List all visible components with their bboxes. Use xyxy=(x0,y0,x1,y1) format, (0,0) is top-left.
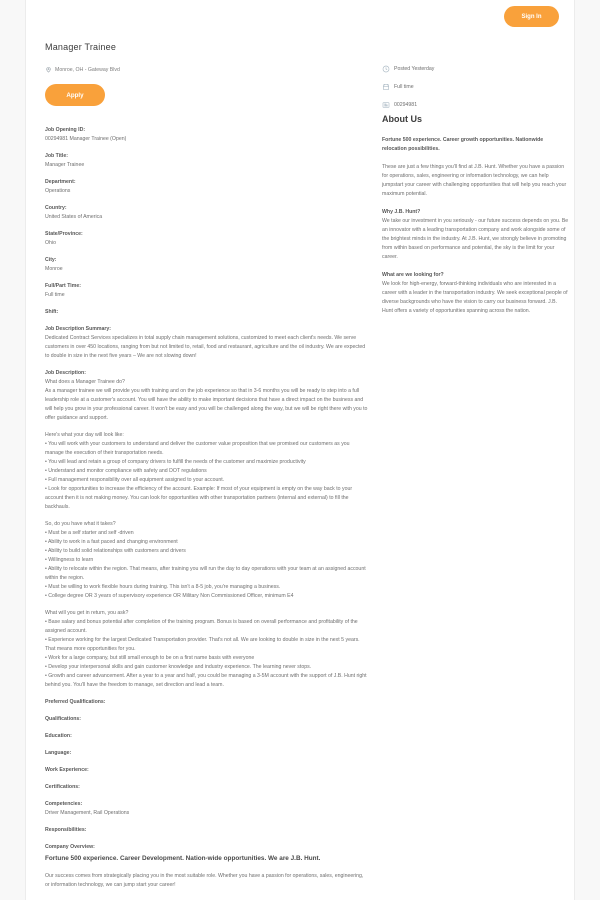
detail-block xyxy=(45,369,368,423)
detail-block xyxy=(45,843,368,864)
detail-block xyxy=(45,152,368,170)
job-id xyxy=(382,101,568,109)
about-block xyxy=(382,136,569,154)
detail-label: Full/Part Time: xyxy=(45,283,81,289)
detail-block xyxy=(45,732,368,741)
clock-icon xyxy=(382,65,390,73)
about-block-heading: Why J.B. Hunt? xyxy=(382,209,421,215)
detail-value: Full time xyxy=(45,292,65,298)
detail-label: Qualifications: xyxy=(45,716,82,722)
detail-label: Shift: xyxy=(45,309,59,315)
detail-value: Our success comes from strategically placing you in the most suitable role. Whether you have a passion for operations, sales, engineering, or information technology, we can jump start your career! xyxy=(45,873,364,888)
posted-date-label: Posted Yesterday xyxy=(394,66,435,72)
about-block-text: These are just a few things you'll find at J.B. Hunt. Whether you have a passion for operations, sales, engineering or information technology, we can help jumpstart your career with challenging opportunities that will help you reach your maximum potential. xyxy=(382,164,567,197)
detail-block xyxy=(45,178,368,196)
about-block-text: We look for high-energy, forward-thinking individuals who are interested in a career with a leader in the transportation industry. We seek exceptional people of diverse backgrounds who have the vision to carry our business forward. J.B. Hunt offers a variety of opportunities spanning across the nation. xyxy=(382,281,568,314)
detail-value: What does a Manager Trainee do? As a manager trainee we will provide you with training and on the job experience so that in 3-6 months you will be ready to step into a full leadership role at a customer's account. You will have the ability to make important decisions that have a direct impact on the business and will help you grow in your professional career. It won't be easy and you will be challenged along the way, but we will be right there with you to offer guidance and support. xyxy=(45,379,368,421)
detail-label: Preferred Qualifications: xyxy=(45,699,106,705)
detail-label: Work Experience: xyxy=(45,767,89,773)
detail-value: So, do you have what it takes? • Must be a self starter and self -driven • Ability to work in a fast paced and changing environment • Ability to build solid relationships with customers and drivers • Willingness to learn • Ability to relocate within the region. That means, after training you will run the day to day operations with your team at an assigned account within the region. • Must be willing to work flexible hours during training. This isn't a 8-5 job, you're managing a business. • College degree OR 3 years of supervisory experience OR Military Non Commissioned Officer, minimum E4 xyxy=(45,521,366,599)
about-block-heading: What are we looking for? xyxy=(382,272,444,278)
detail-label: Company Overview: xyxy=(45,844,95,850)
about-block xyxy=(382,163,569,199)
about-block xyxy=(382,208,569,262)
detail-block xyxy=(45,204,368,222)
detail-value: United States of America xyxy=(45,214,103,220)
detail-label: Job Title: xyxy=(45,153,68,159)
detail-block xyxy=(45,609,368,690)
job-location xyxy=(45,66,120,73)
detail-block xyxy=(45,230,368,248)
detail-label: State/Province: xyxy=(45,231,83,237)
job-id-label: 00294981 xyxy=(394,102,418,108)
location-pin-icon xyxy=(45,66,52,73)
about-block-text: We take our investment in you seriously - our future success depends on you. Be an innovator with a leading transportation company and work alongside some of the brightest minds in the industry. At J.B. Hunt, we strongly believe in promoting from within based on performance and potential, the sky is the limit for your career. xyxy=(382,218,569,260)
job-details-section xyxy=(45,126,368,898)
detail-block xyxy=(45,325,368,361)
detail-value: Ohio xyxy=(45,240,56,246)
detail-block xyxy=(45,872,368,890)
detail-block xyxy=(45,826,368,835)
detail-block xyxy=(45,800,368,818)
detail-label: Language: xyxy=(45,750,72,756)
detail-label: Responsibilities: xyxy=(45,827,87,833)
sign-in-button[interactable]: Sign In xyxy=(504,6,559,27)
about-us-section xyxy=(382,115,569,325)
detail-value: 00294981 Manager Trainee (Open) xyxy=(45,136,127,142)
page-title: Manager Trainee xyxy=(45,42,117,52)
job-posting-card xyxy=(25,0,575,900)
detail-block xyxy=(45,749,368,758)
detail-label: Job Description Summary: xyxy=(45,326,112,332)
detail-value: Manager Trainee xyxy=(45,162,85,168)
about-us-blocks xyxy=(382,136,569,316)
employment-type-label: Full time xyxy=(394,84,414,90)
about-block-heading: Fortune 500 experience. Career growth opportunities. Nationwide relocation possibilities. xyxy=(382,137,544,152)
employment-type xyxy=(382,83,568,91)
detail-block xyxy=(45,520,368,601)
detail-value: Operations xyxy=(45,188,71,194)
detail-block xyxy=(45,783,368,792)
location-text: Monroe, OH - Gateway Blvd xyxy=(55,66,120,73)
detail-value: Driver Management, Rail Operations xyxy=(45,810,130,816)
detail-block xyxy=(45,282,368,300)
job-meta xyxy=(382,65,568,119)
detail-value: Dedicated Contract Services specializes in total supply chain management solutions, customized to meet each client's needs. We serve customers in over 450 locations, ranging from but not limited to, retail, food and restaurant, agriculture and the oil industry. We are expected to double in size in the next five years – We are not slowing down! xyxy=(45,335,366,359)
about-us-title: About Us xyxy=(382,114,422,124)
company-overview-headline: Fortune 500 experience. Career Development. Nation-wide opportunities. We are J.B. Hunt. xyxy=(45,855,321,862)
detail-block xyxy=(45,698,368,707)
detail-label: Education: xyxy=(45,733,72,739)
detail-value: Monroe xyxy=(45,266,63,272)
apply-button[interactable]: Apply xyxy=(45,84,105,106)
detail-block xyxy=(45,256,368,274)
detail-block xyxy=(45,766,368,775)
detail-block xyxy=(45,308,368,317)
detail-value: Here's what your day will look like: • You will work with your customers to understand and deliver the customer value proposition that we promised our customers as you manage the execution of their transportation needs. • You will lead and retain a group of company drivers to fulfill the needs of the customer and maximize productivity • Understand and monitor compliance with safety and DOT regulations • Full management responsibility over all equipment assigned to your account. • Look for opportunities to increase the efficiency of the account. Example: If most of your equipment is empty on the way back to your account then it is not making money. You can look for opportunities with other transportation partners (internal and external) to fill the backhauls. xyxy=(45,432,353,510)
detail-label: Department: xyxy=(45,179,76,185)
posted-date xyxy=(382,65,568,73)
about-block xyxy=(382,271,569,316)
detail-label: City: xyxy=(45,257,57,263)
detail-label: Competencies: xyxy=(45,801,83,807)
calendar-icon xyxy=(382,83,390,91)
detail-block xyxy=(45,126,368,144)
detail-value: What will you get in return, you ask? • Base salary and bonus potential after completion of the training program. Bonus is based on overall performance and profitability of the assigned account. • Experience working for the largest Dedicated Transportation provider. That's not all. We are looking to double in size in the next 5 years. That means more opportunities for you. • Work for a large company, but still small enough to be on a first name basis with everyone • Develop your interpersonal skills and gain customer knowledge and industry experience. The learning never stops. • Growth and career advancement. After a year to a year and half, you could be managing a 3-5M account with the support of J.B. Hunt right behind you. You'll have the freedom to manage, set direction and lead a team. xyxy=(45,610,367,688)
detail-label: Certifications: xyxy=(45,784,80,790)
detail-block xyxy=(45,431,368,512)
detail-label: Job Description: xyxy=(45,370,86,376)
id-card-icon xyxy=(382,101,390,109)
detail-block xyxy=(45,715,368,724)
detail-label: Job Opening ID: xyxy=(45,127,86,133)
detail-label: Country: xyxy=(45,205,67,211)
